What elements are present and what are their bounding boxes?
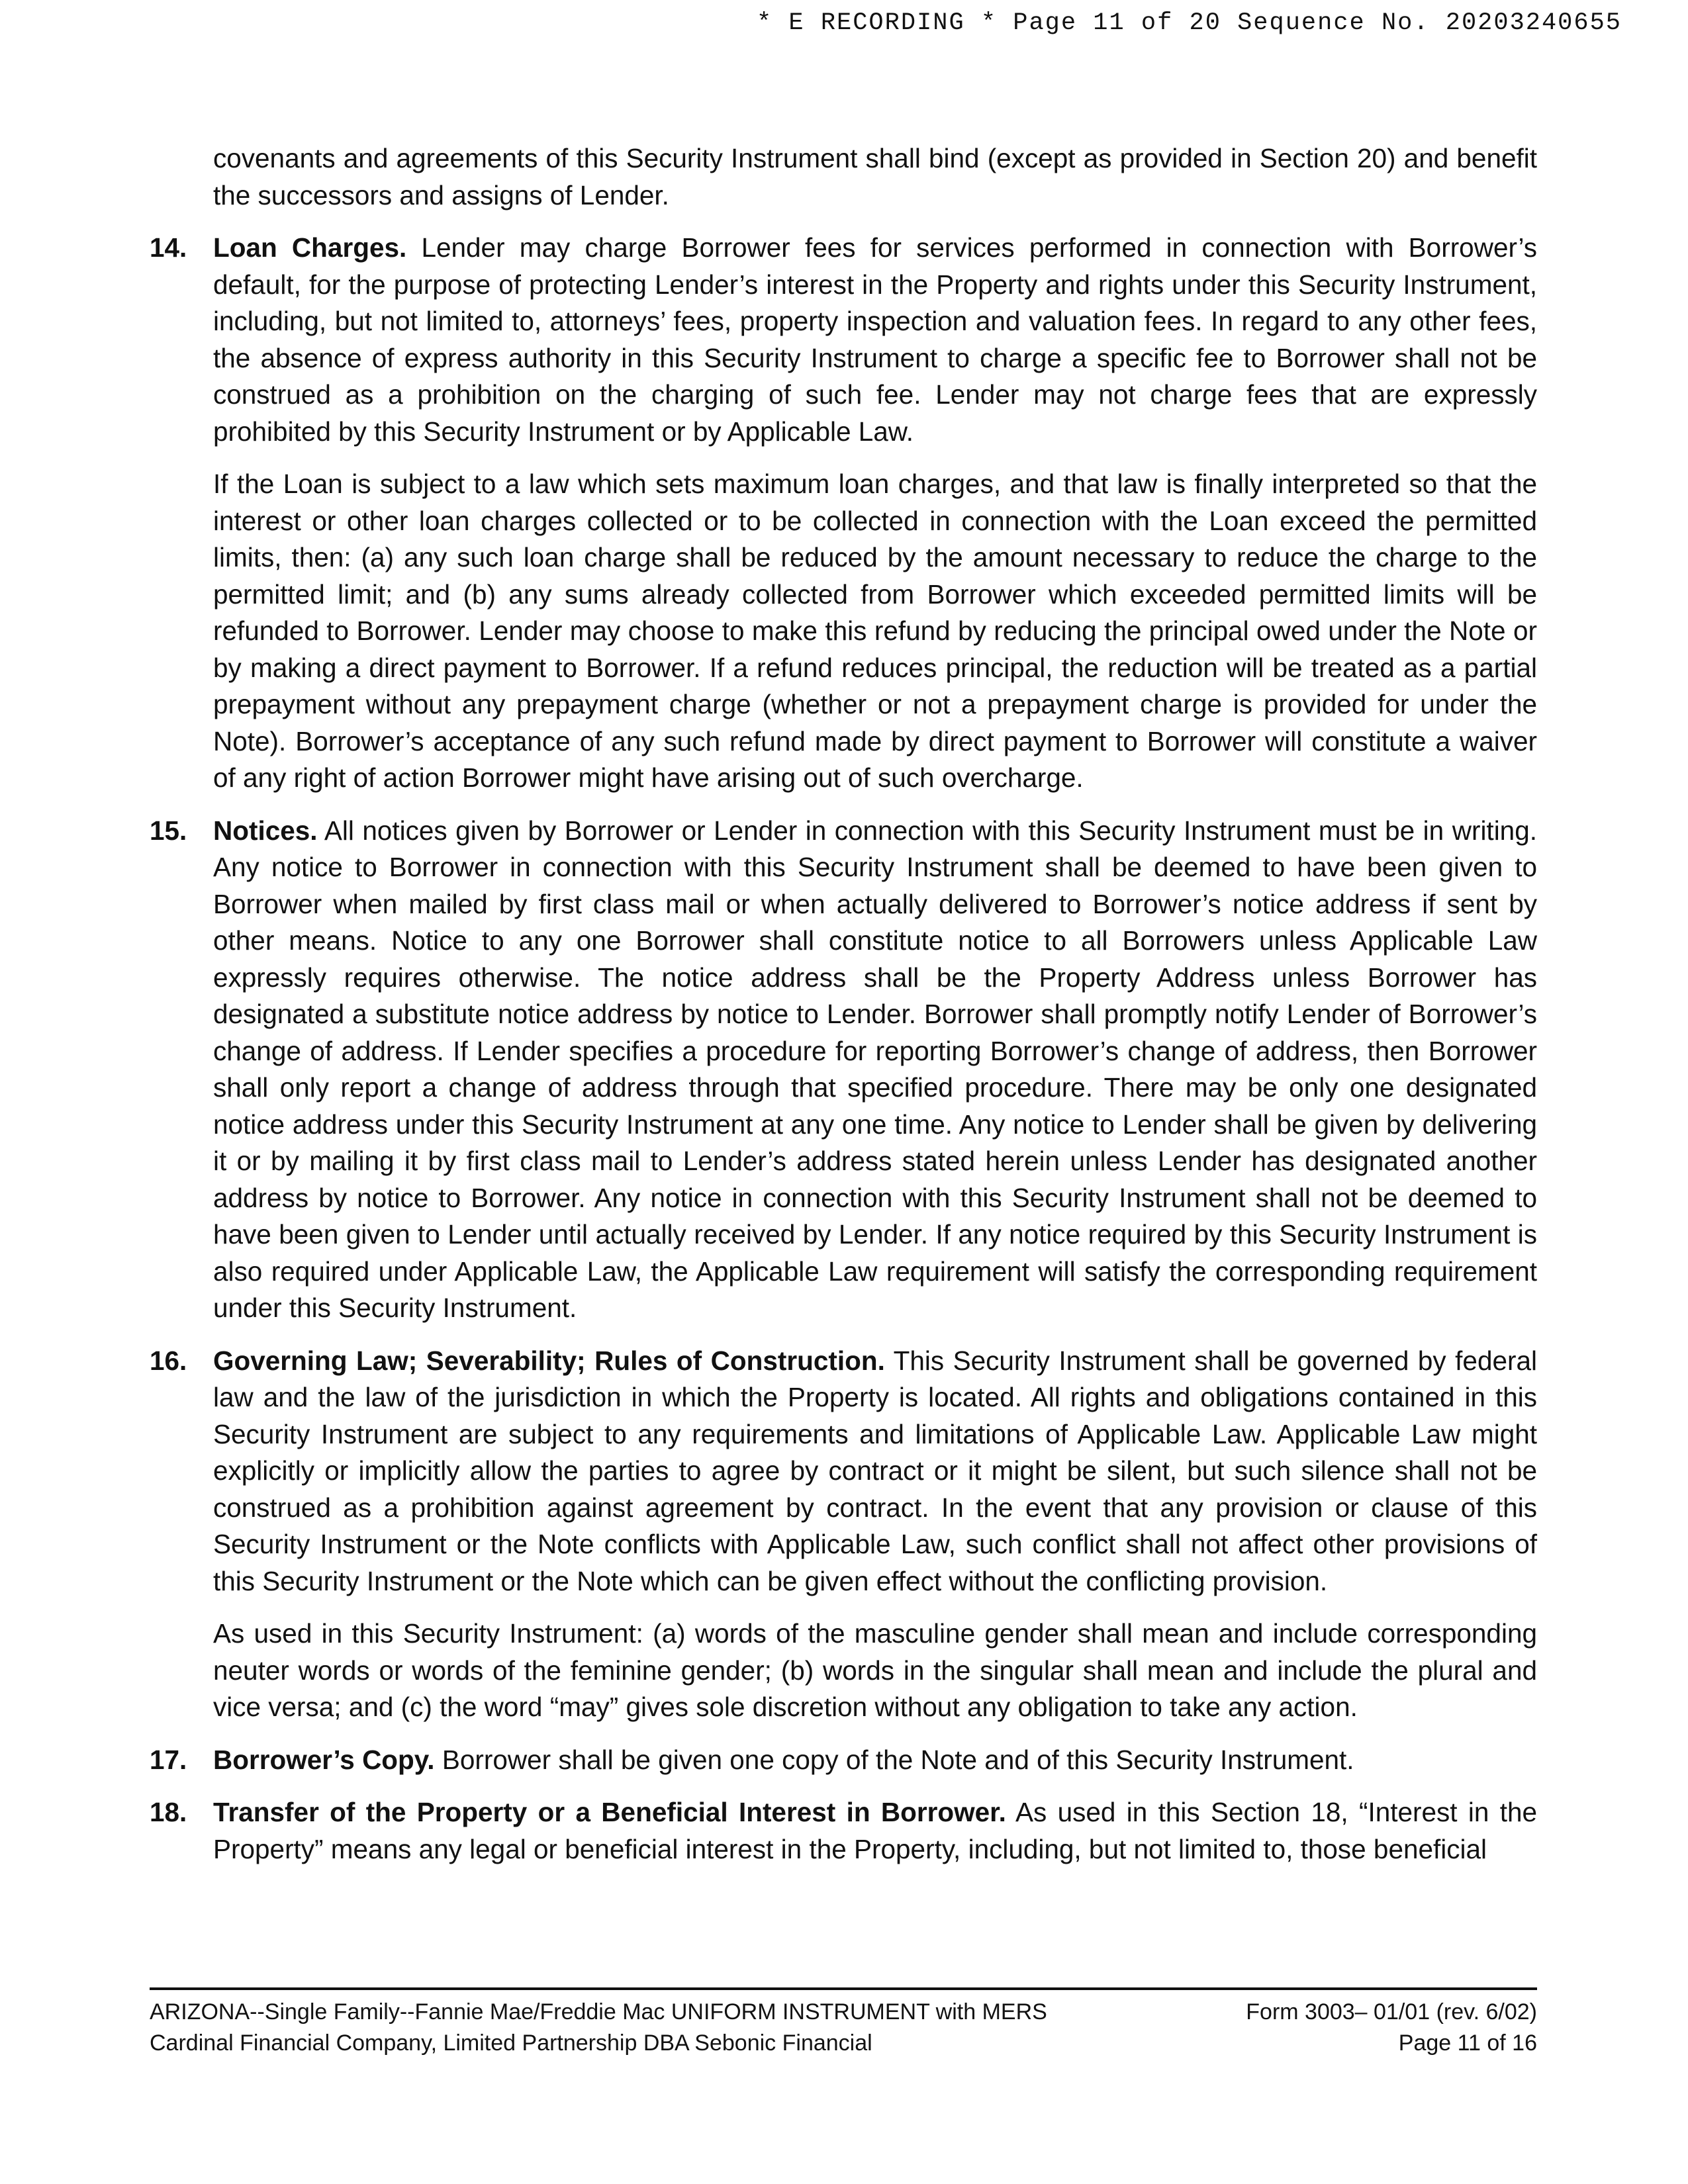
section-16-continuation: As used in this Security Instrument: (a) words of the masculine gender shall mean and include corresponding neuter words or words of the feminine gender; (b) words in the singular shall mean and include the plural and vice versa; and (c) the word “may” gives sole discretion without any obligation to take any action.: [213, 1618, 1537, 1722]
section-text: All notices given by Borrower or Lender in connection with this Security Instrument must be in writing. Any notice to Borrower in connection with this Security Instrument shall be deemed to have been given to Borrower when mailed by first class mail or when actually delivered to Borrower’s notice address if sent by other means. Notice to any one Borrower shall constitute notice to all Borrowers unless Applicable Law expressly requires otherwise. The notice address shall be the Property Address unless Borrower has designated a substitute notice address by notice to Lender. Borrower shall promptly notify Lender of Borrower’s change of address. If Lender specifies a procedure for reporting Borrower’s change of address, then Borrower shall only report a change of address through that specified procedure. There may be only one designated notice address under this Security Instrument at any one time. Any notice to Lender shall be given by delivering it or by mailing it by first class mail to Lender’s address stated herein unless Lender has designated another address by notice to Borrower. Any notice in connection with this Security Instrument shall not be deemed to have been given to Lender until actually received by Lender. If any notice required by this Security Instrument is also required under Applicable Law, the Applicable Law requirement will satisfy the corresponding requirement under this Security Instrument.: [213, 815, 1537, 1323]
section-title: Transfer of the Property or a Beneficial Interest in Borrower.: [213, 1797, 1006, 1827]
section-text: Lender may charge Borrower fees for services performed in connection with Borrower’s default, for the purpose of protecting Lender’s interest in the Property and rights under this Security Instrument, including, but not limited to, attorneys’ fees, property inspection and valuation fees. In regard to any other fees, the absence of express authority in this Security Instrument to charge a specific fee to Borrower shall not be construed as a prohibition on the charging of such fee. Lender may not charge fees that are expressly prohibited by this Security Instrument or by Applicable Law.: [213, 232, 1537, 447]
section-title: Notices.: [213, 815, 318, 846]
page-footer: [150, 1987, 1537, 2059]
document-body: [150, 140, 1537, 1884]
section-number: 16.: [150, 1345, 187, 1376]
section-title: Borrower’s Copy.: [213, 1744, 435, 1775]
section-14-continuation: If the Loan is subject to a law which sets maximum loan charges, and that law is finally interpreted so that the interest or other loan charges collected or to be collected in connection with the Loan exceed the permitted limits, then: (a) any such loan charge shall be reduced by the amount necessary to reduce the charge to the permitted limit; and (b) any sums already collected from Borrower which exceeded permitted limits will be refunded to Borrower. Lender may choose to make this refund by reducing the principal owed under the Note or by making a direct payment to Borrower. If a refund reduces principal, the reduction will be treated as a partial prepayment without any prepayment charge (whether or not a prepayment charge is provided for under the Note). Borrower’s acceptance of any such refund made by direct payment to Borrower will constitute a waiver of any right of action Borrower might have arising out of such overcharge.: [213, 469, 1537, 793]
section-title: Loan Charges.: [213, 232, 407, 263]
page-number: Page 11 of 16: [1398, 2030, 1537, 2056]
section-text: As used in this Section 18, “Interest in the Property” means any legal or beneficial interest in the Property, including, but not limited to, those beneficial: [213, 1797, 1537, 1864]
section-number: 14.: [150, 232, 187, 263]
section-17: [150, 1742, 1537, 1779]
intro-paragraph: covenants and agreements of this Security Instrument shall bind (except as provided in Section 20) and benefit the successors and assigns of Lender.: [213, 143, 1537, 210]
section-14: [150, 230, 1537, 450]
form-title: ARIZONA--Single Family--Fannie Mae/Freddie Mac UNIFORM INSTRUMENT with MERS: [150, 1999, 1047, 2025]
section-text: Borrower shall be given one copy of the Note and of this Security Instrument.: [434, 1744, 1354, 1775]
footer-row-2: [150, 2028, 1537, 2059]
section-text: This Security Instrument shall be governed by federal law and the law of the jurisdiction in which the Property is located. All rights and obligations contained in this Security Instrument are subject to any requirements and limitations of Applicable Law. Applicable Law might explicitly or implicitly allow the parties to agree by contract or it might be silent, but such silence shall not be construed as a prohibition against agreement by contract. In the event that any provision or clause of this Security Instrument or the Note conflicts with Applicable Law, such conflict shall not affect other provisions of this Security Instrument or the Note which can be given effect without the conflicting provision.: [213, 1345, 1538, 1596]
section-title: Governing Law; Severability; Rules of Construction.: [213, 1345, 885, 1376]
section-number: 18.: [150, 1797, 187, 1827]
section-16: [150, 1343, 1538, 1600]
section-number: 17.: [150, 1744, 187, 1775]
form-number: Form 3003– 01/01 (rev. 6/02): [1246, 1999, 1537, 2025]
footer-row-1: [150, 1997, 1537, 2028]
recording-header: * E RECORDING * Page 11 of 20 Sequence No. 20203240655: [757, 9, 1622, 37]
section-15: [150, 813, 1537, 1327]
section-number: 15.: [150, 815, 187, 846]
section-18: [150, 1794, 1537, 1868]
lender-name: Cardinal Financial Company, Limited Partnership DBA Sebonic Financial: [150, 2030, 872, 2056]
